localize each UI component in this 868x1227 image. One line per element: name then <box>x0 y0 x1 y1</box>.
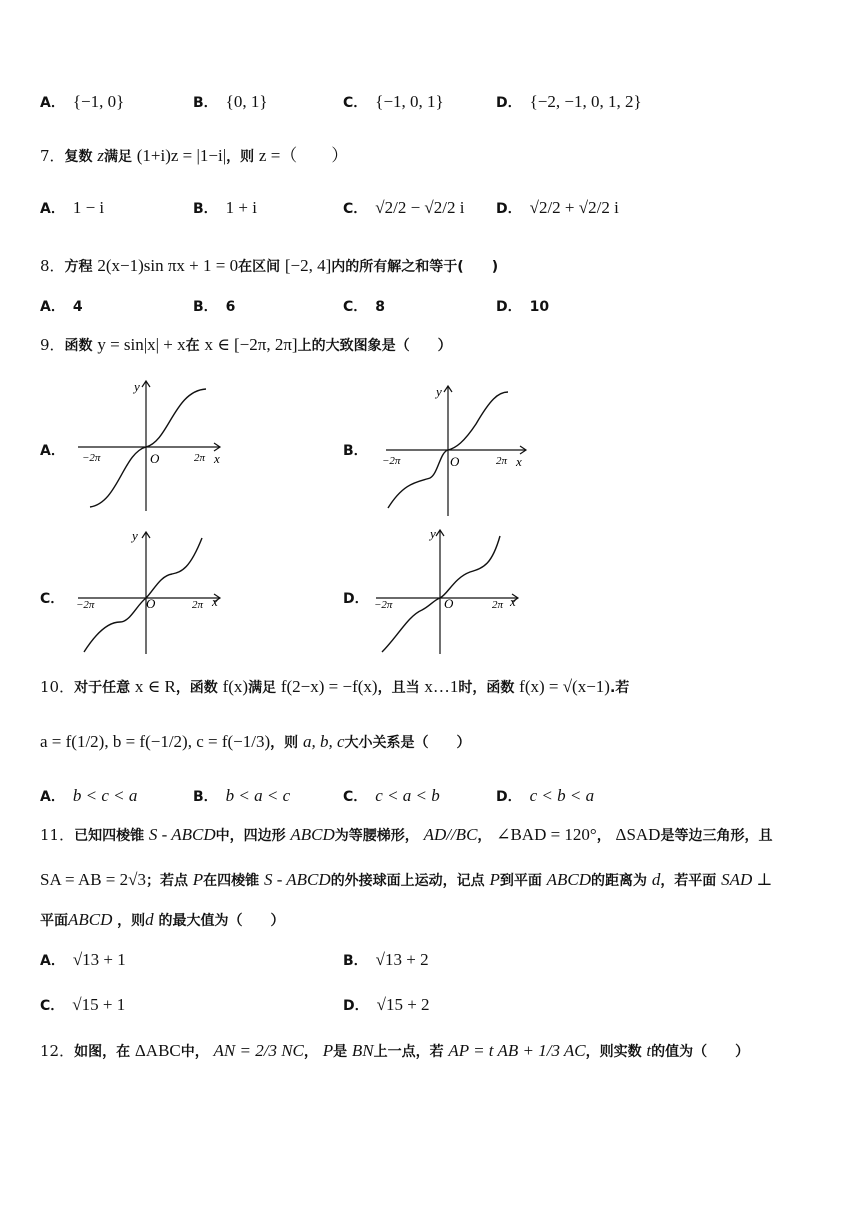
svg-text:2π: 2π <box>496 455 508 467</box>
svg-text:−2π: −2π <box>76 599 95 611</box>
svg-text:2π: 2π <box>492 599 504 611</box>
q7-stem: 7．复数 z满足 (1+i)z = |1−i|，则 z =（ ） <box>40 146 349 165</box>
q9-graph-label-a: A． <box>40 443 65 459</box>
q10-option-a: A． b < c < a <box>40 786 138 805</box>
q6-option-d: D． {−2, −1, 0, 1, 2} <box>496 92 642 111</box>
q10-option-d: D． c < b < a <box>496 786 595 805</box>
graph-c-svg <box>70 526 230 656</box>
q11-stem-line1: 11．已知四棱锥 S - ABCD中，四边形 ABCD为等腰梯形， AD//BC， ∠BAD = 120°， ΔSAD是等边三角形，且 <box>40 825 773 844</box>
q12-stem: 12．如图，在 ΔABC中， AN = 2/3 NC， P是 BN上一点，若 AP = t AB + 1/3 AC，则实数 t的值为（ ） <box>40 1041 750 1060</box>
q11-option-c: C． √15 + 1 <box>40 995 126 1014</box>
q8-option-b: B． 6 <box>193 299 236 315</box>
q6-option-c: C． {−1, 0, 1} <box>343 92 444 111</box>
q11-option-a: A． √13 + 1 <box>40 950 126 969</box>
curve-c <box>84 538 202 652</box>
svg-text:x: x <box>214 451 220 466</box>
graph-a-svg <box>68 375 228 515</box>
q9-graph-c <box>70 526 230 660</box>
svg-text:x: x <box>212 594 218 609</box>
q7-option-b: B． 1 + i <box>193 198 257 217</box>
q7-option-a: A． 1 − i <box>40 198 105 217</box>
svg-text:O: O <box>150 451 160 466</box>
q9-graph-d <box>368 524 528 662</box>
svg-text:x: x <box>516 454 522 469</box>
svg-text:y: y <box>134 379 140 394</box>
svg-text:−2π: −2π <box>374 599 393 611</box>
q11-option-d: D． √15 + 2 <box>343 995 430 1014</box>
q9-stem: 9．函数 y = sin|x| + x在 x ∈ [−2π, 2π]上的大致图象是（ ） <box>40 335 452 354</box>
curve-a <box>90 389 206 507</box>
q9-graph-b <box>380 378 540 522</box>
svg-text:2π: 2π <box>194 452 206 464</box>
svg-text:2π: 2π <box>192 599 204 611</box>
q6-option-a: A． {−1, 0} <box>40 92 125 111</box>
q10-stem-line1: 10．对于任意 x ∈ R，函数 f(x)满足 f(2−x) = −f(x)，且当 x…1时，函数 f(x) = √(x−1).若 <box>40 677 630 696</box>
q8-option-d: D． 10 <box>496 299 550 315</box>
q9-graph-label-d: D． <box>343 591 369 607</box>
svg-text:O: O <box>450 454 460 469</box>
q8-option-a: A． 4 <box>40 299 83 315</box>
q10-stem-line2: a = f(1/2), b = f(−1/2), c = f(−1/3)，则 a, b, c大小关系是（ ） <box>40 732 471 751</box>
q10-option-c: C． c < a < b <box>343 786 440 805</box>
q9-graph-label-b: B． <box>343 443 368 459</box>
svg-text:y: y <box>430 526 436 541</box>
q11-stem-line2: SA = AB = 2√3；若点 P在四棱锥 S - ABCD的外接球面上运动，记点 P到平面 ABCD的距离为 d，若平面 SAD ⊥ <box>40 870 773 889</box>
q9-graph-label-c: C． <box>40 591 65 607</box>
graph-b-svg <box>380 378 540 518</box>
q8-stem: 8．方程 2(x−1)sin πx + 1 = 0在区间 [−2, 4]内的所有解之和等于( ) <box>40 256 499 275</box>
q7-option-d: D． √2/2 + √2/2 i <box>496 198 619 217</box>
svg-text:x: x <box>510 594 516 609</box>
svg-text:y: y <box>436 384 442 399</box>
graph-d-svg <box>368 524 528 658</box>
svg-text:O: O <box>146 596 156 611</box>
svg-text:y: y <box>132 528 138 543</box>
q11-stem-line3: 平面ABCD ，则d 的最大值为（ ） <box>40 910 285 929</box>
svg-text:−2π: −2π <box>82 452 101 464</box>
q11-option-b: B． √13 + 2 <box>343 950 429 969</box>
q9-graph-a <box>68 375 228 519</box>
q7-option-c: C． √2/2 − √2/2 i <box>343 198 465 217</box>
q10-option-b: B． b < a < c <box>193 786 291 805</box>
svg-text:−2π: −2π <box>382 455 401 467</box>
q8-option-c: C． 8 <box>343 299 386 315</box>
svg-text:O: O <box>444 596 454 611</box>
curve-d <box>382 536 500 652</box>
q6-option-b: B． {0, 1} <box>193 92 268 111</box>
